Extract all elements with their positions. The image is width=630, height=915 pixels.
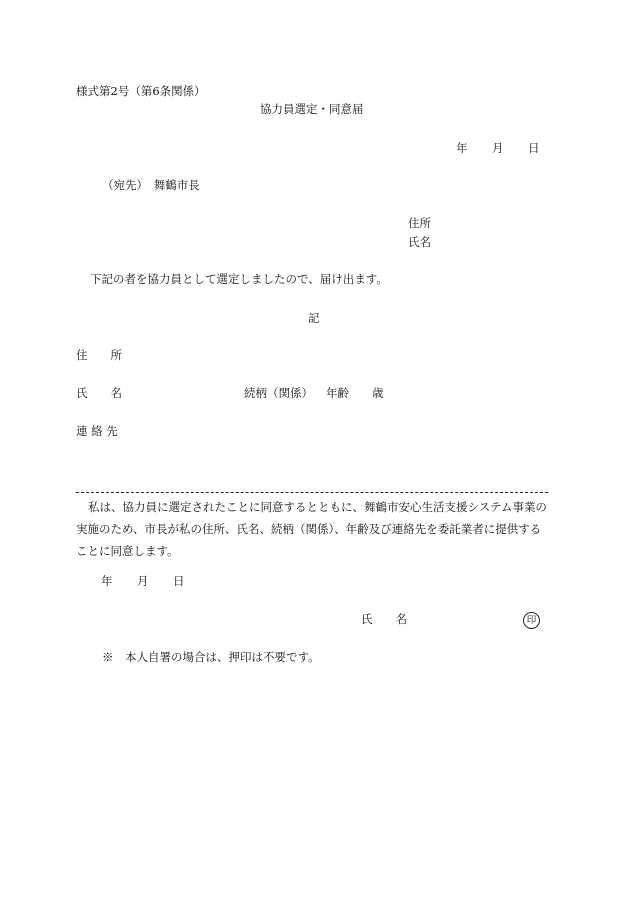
date-day-label: 日 bbox=[528, 141, 540, 155]
applicant-name-label: 氏名 bbox=[408, 235, 431, 249]
form-number: 様式第2号（第6条関係） bbox=[76, 84, 206, 98]
statement: 下記の者を協力員として選定しましたので、届け出ます。 bbox=[90, 272, 388, 286]
ki-heading: 記 bbox=[308, 311, 320, 325]
field-age-unit: 歳 bbox=[372, 386, 384, 400]
consent-year-label: 年 bbox=[101, 574, 113, 588]
form-title: 協力員選定・同意届 bbox=[260, 102, 364, 116]
consent-text: 私は、協力員に選定されたことに同意するとともに、舞鶴市安心生活支援システム事業の実施のため、市長が私の住所、氏名、続柄（関係）、年齢及び連絡先を委託業者に提供することに同意します。 bbox=[76, 500, 547, 558]
cut-line bbox=[76, 492, 548, 493]
note: ※ 本人自署の場合は、押印は不要です。 bbox=[102, 650, 320, 664]
seal-mark: 印 bbox=[523, 612, 540, 629]
field-relation-label: 続柄（関係） bbox=[244, 386, 313, 400]
date-month-label: 月 bbox=[492, 141, 504, 155]
field-address-label: 住 所 bbox=[76, 348, 122, 362]
consent-day-label: 日 bbox=[173, 574, 185, 588]
date-year-label: 年 bbox=[456, 141, 468, 155]
consent-name-label: 氏 名 bbox=[361, 612, 407, 626]
addressee: （宛先） 舞鶴市長 bbox=[102, 178, 200, 192]
field-name-label: 氏 名 bbox=[76, 386, 122, 400]
consent-month-label: 月 bbox=[137, 574, 149, 588]
applicant-address-label: 住所 bbox=[408, 216, 431, 230]
field-age-label: 年齢 bbox=[326, 386, 349, 400]
field-contact-label: 連 絡 先 bbox=[76, 424, 118, 438]
